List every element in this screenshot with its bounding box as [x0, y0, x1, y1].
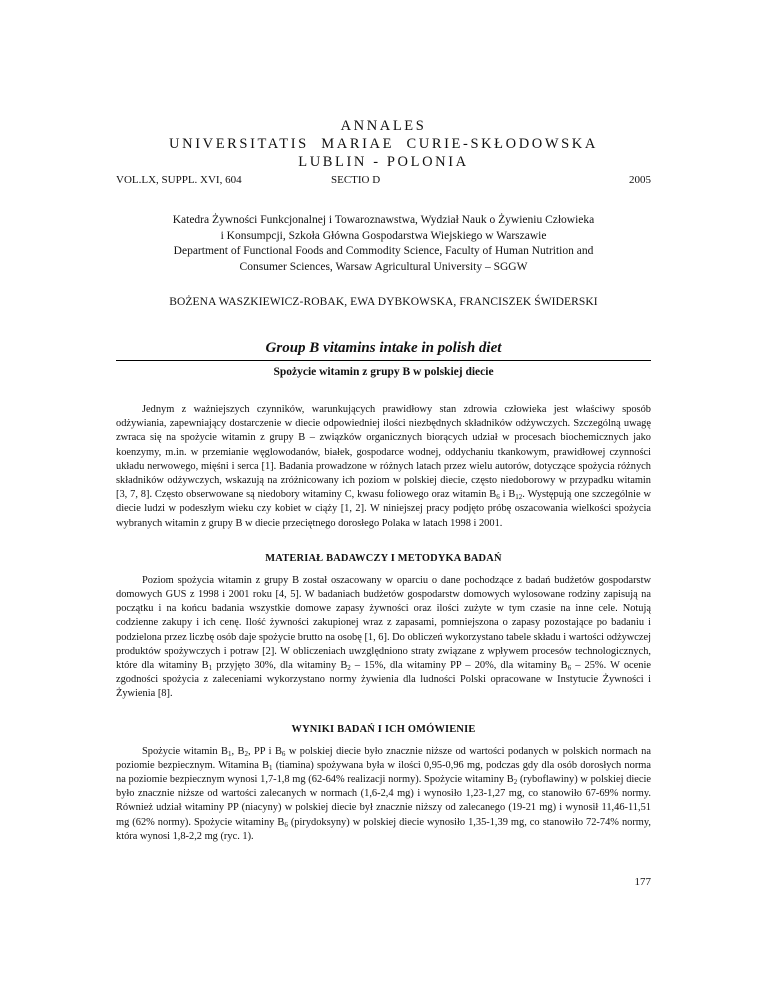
affiliation-pl-line1: Katedra Żywności Funkcjonalnej i Towaroznawstwa, Wydział Nauk o Żywieniu Człowieka — [172, 214, 595, 226]
journal-name-line1: ANNALES — [340, 118, 427, 134]
paper-title: Group B vitamins intake in polish diet — [265, 340, 502, 356]
year: 2005 — [629, 174, 651, 186]
journal-name-line2: UNIVERSITATIS MARIAE CURIE-SKŁODOWSKA — [169, 136, 598, 152]
paper-page — [116, 0, 652, 888]
title-rule — [116, 360, 651, 361]
section-heading-results: WYNIKI BADAŃ I ICH OMÓWIENIE — [291, 723, 476, 735]
authors: BOŻENA WASZKIEWICZ-ROBAK, EWA DYBKOWSKA, FRANCISZEK ŚWIDERSKI — [169, 296, 598, 308]
paper-subtitle: Spożycie witamin z grupy B w polskiej diecie — [273, 366, 494, 378]
results-paragraph: Spożycie witamin $B_1$, $B_2$, PP i $B_6$ w polskiej diecie było znacznie niższe od wartości podanych w polskich normach na poziomie bezpiecznym. Witamina $B_1$ (tiamina) spożywana była w ilości 0,95-0,96 mg, podczas gdy dla osób dorosłych norma na poziomie bezpiecznym wynosi 1,7-1,8 mg (62-64% realizacji normy). Spożycie witaminy $B_2$ (ryboflawiny) w polskiej diecie było znacznie niższe od wartości zalecanych w normach (1,6-2,4 mg) i wynosiło 1,23-1,27 mg, co stanowiło 67-69% normy. Również udział witaminy PP (niacyny) w polskiej diecie był znacznie niższy od zalecanego (19-21 mg) i wynosił 11,46-11,51 mg (62% normy). Spożycie witaminy $B_6$ (pirydoksyny) w polskiej diecie wynosiło 1,35-1,39 mg, co stanowiło 72-74% normy, która wynosi 1,8-2,2 mg (ryc. 1). — [116, 745, 652, 842]
affiliation — [116, 213, 651, 275]
affiliation-pl-line2: i Konsumpcji, Szkoła Główna Gospodarstwa Wiejskiego w Warszawie — [220, 229, 547, 242]
affiliation-en-line1: Department of Functional Foods and Commodity Science, Faculty of Human Nutrition and — [173, 245, 594, 257]
journal-meta — [116, 174, 651, 186]
page-number: 177 — [634, 876, 651, 888]
section-heading-methods: MATERIAŁ BADAWCZY I METODYKA BADAŃ — [265, 552, 502, 564]
journal-name-line3: LUBLIN - POLONIA — [298, 154, 469, 170]
volume-info: VOL.LX, SUPPL. XVI, 604 — [116, 174, 242, 186]
sectio: SECTIO D — [331, 174, 381, 186]
affiliation-en-line2: Consumer Sciences, Warsaw Agricultural University – SGGW — [239, 260, 528, 273]
intro-paragraph: Jednym z ważniejszych czynników, warunkujących prawidłowy stan zdrowia człowieka jest właściwy sposób odżywiania, zapewniający dostarczenie w diecie odpowiedniej ilości niezbędnych składników odżywczych. Szczególną uwagę zwraca się na spożycie witamin z grupy B – związków organicznych biorących udział w procesach biochemicznych jako koenzymy, m.in. w przemianie węglowodanów, białek, gospodarce wodnej, oddychaniu tkankowym, prawidłowej czynności układu nerwowego, mięśni i serca [1]. Badania prowadzone w różnych latach przez wielu autorów, dotyczące spożycia różnych składników odżywczych, wskazują na zróżnicowany ich poziom w polskiej diecie, często niedoborowy w przypadku witamin [3, 7, 8]. Często obserwowane są niedobory witaminy C, kwasu foliowego oraz witamin $B_6$ i $B_{12}$. Występują one szczególnie w diecie ludzi w podeszłym wieku czy kobiet w ciąży [1, 2]. W niniejszej pracy podjęto próbę oszacowania wielkości spożycia wybranych witamin z grupy B w diecie przeciętnego dorosłego Polaka w latach 1998 i 2001. — [116, 404, 651, 529]
methods-paragraph: Poziom spożycia witamin z grupy B został oszacowany w oparciu o dane pochodzące z badań budżetów gospodarstw domowych GUS z 1998 i 2001 roku [4, 5]. W badaniach budżetów gospodarstw domowych wylosowane rodziny zapisują na początku i na końcu badania wszystkie domowe zapasy żywności oraz ilości zużyte w tym czasie na inne cele. Notują codzienne zakupy i ich cenę. Ilość żywności zakupionej wraz z zapasami, pomniejszona o zapasy pozostające po badaniu i podzielona przez liczbę osób daje spożycie brutto na osobę [1, 6]. Do obliczeń wykorzystano tabele składu i wartości odżywczej produktów spożywczych i potraw [2]. W obliczeniach uwzględniono straty związane z wpływem procesów technologicznych, które dla witaminy $B_1$ przyjęto 30%, dla witaminy $B_2 - 15\%$, dla witaminy PP – 20%, dla witaminy $B_6 - 25\%$. W ocenie zgodności spożycia z zaleceniami wykorzystano normy żywienia dla ludności Polski opracowane w Instytucie Żywności i Żywienia [8]. — [116, 574, 651, 700]
